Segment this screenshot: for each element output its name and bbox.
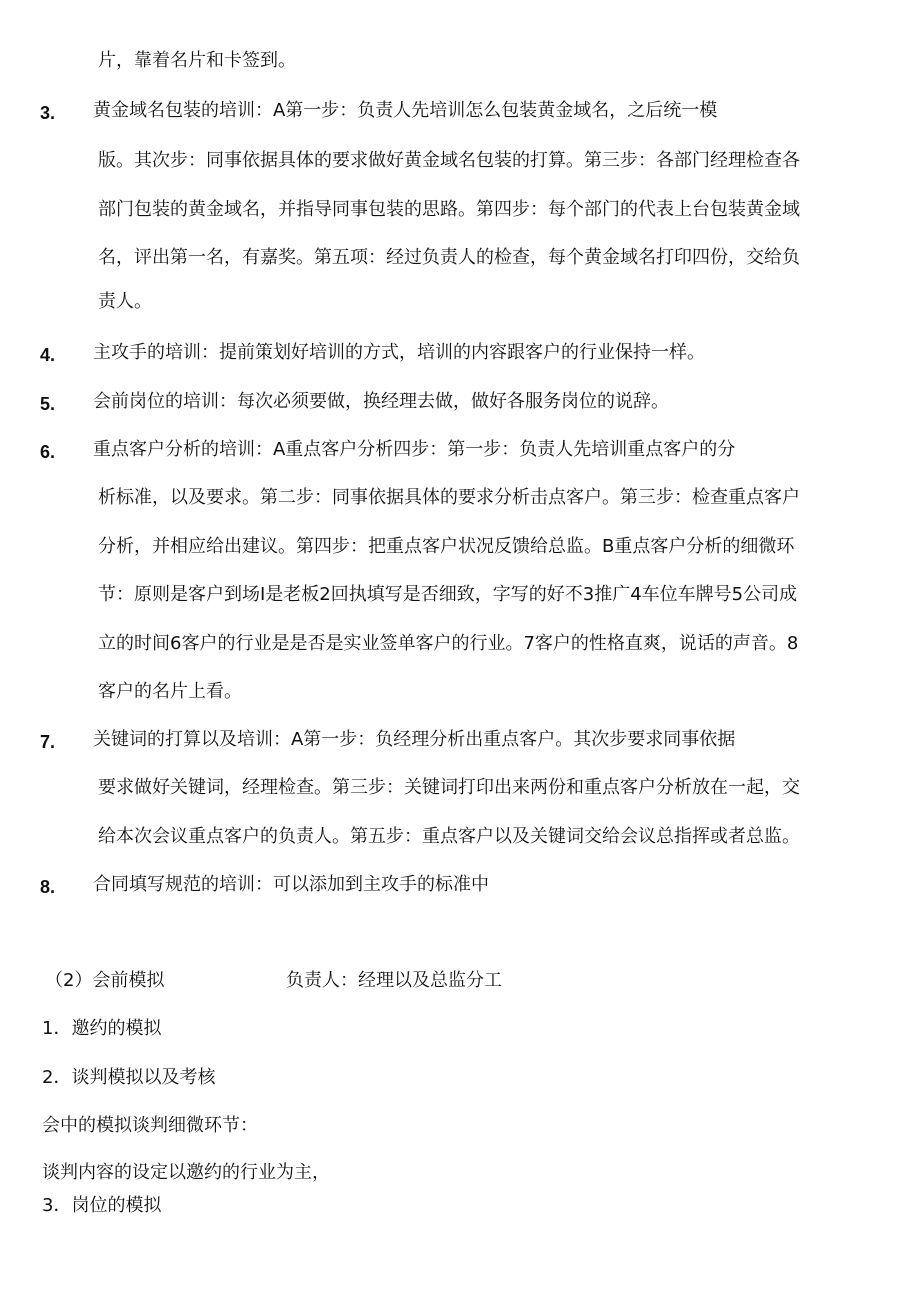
section-sub-1: 1．邀约的模拟 [42, 1018, 162, 1039]
intro-tail-line: 片，靠着名片和卡签到。 [98, 50, 296, 71]
item-3-line-1: 黄金域名包装的培训：A第一步：负责人先培训怎么包装黄金域名，之后统一模 [93, 100, 718, 121]
item-3-line-4: 名，评出第一名，有嘉奖。第五项：经过负责人的检查，每个黄金域名打印四份，交给负 [98, 247, 800, 268]
item-6-line-3: 分析，并相应给出建议。第四步：把重点客户状况反馈给总监。B重点客户分析的细微环 [98, 536, 795, 557]
section-title: （2）会前模拟 [45, 970, 165, 991]
item-7-line-1: 关键词的打算以及培训：A第一步：负经理分析出重点客户。其次步要求同事依据 [93, 729, 736, 750]
item-3-number: 3. [40, 103, 56, 123]
section-detail-text: 谈判内容的设定以邀约的行业为主， [42, 1162, 330, 1183]
section-responsible: 负责人：经理以及总监分工 [286, 970, 502, 991]
item-3-line-3: 部门包装的黄金域名，并指导同事包装的思路。第四步：每个部门的代表上台包装黄金域 [98, 199, 800, 220]
item-8-number: 8. [40, 877, 56, 897]
item-7-line-2: 要求做好关键词，经理检查。第三步：关键词打印出来两份和重点客户分析放在一起，交 [98, 777, 800, 798]
item-7-number: 7. [40, 732, 56, 752]
item-8-line-1: 合同填写规范的培训：可以添加到主攻手的标准中 [93, 874, 489, 895]
item-4-line-1: 主攻手的培训：提前策划好培训的方式，培训的内容跟客户的行业保持一样。 [93, 342, 705, 363]
item-6-line-5: 立的时间6客户的行业是是否是实业签单客户的行业。7客户的性格直爽，说话的声音。8 [98, 633, 799, 654]
item-6-line-1: 重点客户分析的培训：A重点客户分析四步：第一步：负责人先培训重点客户的分 [93, 439, 736, 460]
item-5-line-1: 会前岗位的培训：每次必须要做，换经理去做，做好各服务岗位的说辞。 [93, 391, 669, 412]
item-6-number: 6. [40, 442, 56, 462]
item-5-number: 5. [40, 394, 56, 414]
item-3-line-5: 责人。 [98, 291, 152, 312]
section-sub-3: 3．岗位的模拟 [42, 1195, 162, 1216]
item-3-line-2: 版。其次步：同事依据具体的要求做好黄金域名包装的打算。第三步：各部门经理检查各 [98, 150, 800, 171]
section-sub-2: 2．谈判模拟以及考核 [42, 1067, 216, 1088]
item-7-line-3: 给本次会议重点客户的负责人。第五步：重点客户以及关键词交给会议总指挥或者总监。 [98, 826, 800, 847]
item-6-line-2: 析标准，以及要求。第二步：同事依据具体的要求分析击点客户。第三步：检查重点客户 [98, 487, 800, 508]
item-6-line-4: 节：原则是客户到场I是老板2回执填写是否细致，字写的好不3推广4车位车牌号5公司成 [98, 584, 798, 605]
item-4-number: 4. [40, 345, 56, 365]
section-detail-heading: 会中的模拟谈判细微环节： [42, 1115, 258, 1136]
item-6-line-6: 客户的名片上看。 [98, 681, 242, 702]
